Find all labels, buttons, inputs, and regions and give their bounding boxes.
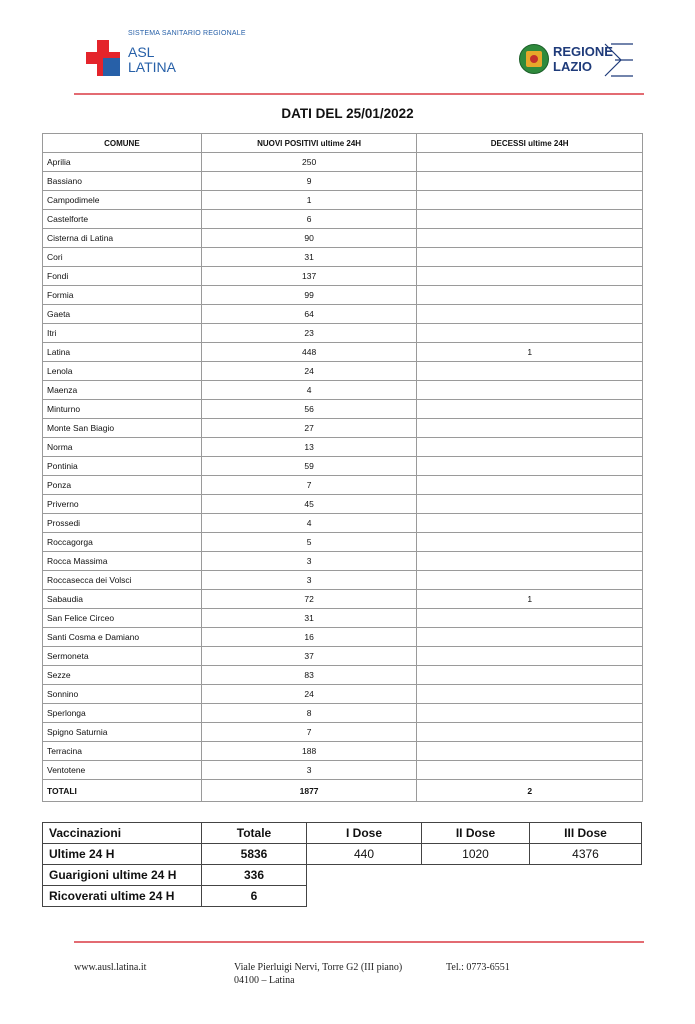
table-row: [43, 571, 643, 590]
cell-positivi: 45: [201, 495, 417, 514]
cell-comune: Rocca Massima: [43, 552, 202, 571]
cell-decessi: [417, 685, 643, 704]
cell-decessi: [417, 628, 643, 647]
cell-comune: Santi Cosma e Damiano: [43, 628, 202, 647]
table-row: [43, 438, 643, 457]
table-row: [43, 400, 643, 419]
cell-decessi: [417, 172, 643, 191]
cell-comune: Cori: [43, 248, 202, 267]
cell-positivi: 27: [201, 419, 417, 438]
table-row: [43, 609, 643, 628]
cell-positivi: 37: [201, 647, 417, 666]
cell-positivi: 7: [201, 723, 417, 742]
cell-comune: Gaeta: [43, 305, 202, 324]
ricoverati-row: [43, 886, 642, 907]
table-row: [43, 742, 643, 761]
ricoverati-value: 6: [202, 886, 307, 907]
cell-positivi: 3: [201, 552, 417, 571]
table-header-row: [43, 134, 643, 153]
cell-comune: Cisterna di Latina: [43, 229, 202, 248]
table-row: [43, 647, 643, 666]
vaccinazioni-table: [42, 822, 642, 907]
comuni-table: [42, 133, 643, 802]
cell-decessi: [417, 514, 643, 533]
table-row: [43, 362, 643, 381]
vacc-col-dose3: III Dose: [530, 823, 642, 844]
cell-positivi: 8: [201, 704, 417, 723]
cell-decessi: [417, 305, 643, 324]
totals-positivi: 1877: [201, 780, 417, 802]
vacc-col-totale: Totale: [202, 823, 307, 844]
totals-decessi: 2: [417, 780, 643, 802]
cell-positivi: 99: [201, 286, 417, 305]
table-row: [43, 704, 643, 723]
table-row: [43, 533, 643, 552]
cell-positivi: 4: [201, 514, 417, 533]
asl-cross-logo-icon: [86, 40, 120, 76]
cell-comune: Castelforte: [43, 210, 202, 229]
cell-positivi: 24: [201, 362, 417, 381]
table-row: [43, 495, 643, 514]
cell-comune: Sonnino: [43, 685, 202, 704]
cell-decessi: 1: [417, 590, 643, 609]
cell-decessi: [417, 666, 643, 685]
cell-positivi: 31: [201, 609, 417, 628]
vacc-values-row: [43, 844, 642, 865]
cell-decessi: [417, 153, 643, 172]
cell-decessi: [417, 210, 643, 229]
cell-comune: Prossedi: [43, 514, 202, 533]
cell-decessi: [417, 248, 643, 267]
footer-divider: [74, 941, 644, 943]
header-comune: COMUNE: [43, 134, 202, 153]
cell-positivi: 7: [201, 476, 417, 495]
footer-website[interactable]: www.ausl.latina.it: [74, 962, 147, 973]
guarigioni-row: [43, 865, 642, 886]
cell-comune: Minturno: [43, 400, 202, 419]
cell-positivi: 3: [201, 571, 417, 590]
cell-decessi: [417, 286, 643, 305]
cell-decessi: [417, 362, 643, 381]
cell-decessi: [417, 191, 643, 210]
cell-decessi: [417, 381, 643, 400]
header-nuovi-positivi: NUOVI POSITIVI ultime 24H: [201, 134, 417, 153]
cell-comune: Sperlonga: [43, 704, 202, 723]
ricoverati-label: Ricoverati ultime 24 H: [43, 886, 202, 907]
asl-line2: LATINA: [128, 59, 176, 75]
table-row: [43, 267, 643, 286]
vacc-col-dose1: I Dose: [307, 823, 422, 844]
cell-comune: Fondi: [43, 267, 202, 286]
cell-decessi: [417, 571, 643, 590]
cell-comune: Priverno: [43, 495, 202, 514]
page-header: [0, 0, 695, 96]
cell-decessi: [417, 552, 643, 571]
asl-line1: ASL: [128, 44, 155, 60]
table-body: [43, 153, 643, 780]
cell-comune: Sermoneta: [43, 647, 202, 666]
cell-positivi: 90: [201, 229, 417, 248]
cell-positivi: 137: [201, 267, 417, 286]
cell-comune: Sabaudia: [43, 590, 202, 609]
footer-address-line2: 04100 – Latina: [234, 975, 295, 986]
cell-decessi: [417, 533, 643, 552]
table-row: [43, 685, 643, 704]
cell-comune: Campodimele: [43, 191, 202, 210]
regione-line2: LAZIO: [553, 59, 592, 74]
table-row: [43, 666, 643, 685]
cell-decessi: [417, 438, 643, 457]
header-decessi: DECESSI ultime 24H: [417, 134, 643, 153]
cell-positivi: 16: [201, 628, 417, 647]
cell-decessi: [417, 495, 643, 514]
cell-comune: Spigno Saturnia: [43, 723, 202, 742]
table-row: [43, 153, 643, 172]
cell-comune: Monte San Biagio: [43, 419, 202, 438]
cell-decessi: [417, 761, 643, 780]
footer-phone: Tel.: 0773-6551: [446, 962, 510, 973]
cell-positivi: 250: [201, 153, 417, 172]
footer-address: [234, 961, 402, 987]
cell-comune: Ventotene: [43, 761, 202, 780]
cell-comune: Ponza: [43, 476, 202, 495]
regione-lazio-logotype: [553, 44, 613, 74]
cell-positivi: 188: [201, 742, 417, 761]
cell-decessi: [417, 457, 643, 476]
table-row: [43, 476, 643, 495]
cell-decessi: [417, 723, 643, 742]
regione-lazio-emblem-icon: [519, 44, 549, 74]
cell-comune: Maenza: [43, 381, 202, 400]
cell-positivi: 59: [201, 457, 417, 476]
cell-comune: Roccasecca dei Volsci: [43, 571, 202, 590]
cell-comune: San Felice Circeo: [43, 609, 202, 628]
guarigioni-value: 336: [202, 865, 307, 886]
cell-decessi: [417, 476, 643, 495]
cell-comune: Aprilia: [43, 153, 202, 172]
cell-decessi: [417, 704, 643, 723]
table-row: [43, 229, 643, 248]
cell-decessi: [417, 742, 643, 761]
cell-positivi: 3: [201, 761, 417, 780]
cell-positivi: 31: [201, 248, 417, 267]
vacc-dose2-value: 1020: [422, 844, 530, 865]
table-row: [43, 286, 643, 305]
table-row: [43, 590, 643, 609]
header-divider: [74, 93, 644, 95]
table-row: [43, 514, 643, 533]
cell-positivi: 5: [201, 533, 417, 552]
footer-address-line1: Viale Pierluigi Nervi, Torre G2 (III piano): [234, 962, 403, 973]
table-row: [43, 248, 643, 267]
vacc-header-row: [43, 823, 642, 844]
cell-positivi: 83: [201, 666, 417, 685]
sistema-sanitario-label: SISTEMA SANITARIO REGIONALE: [128, 30, 246, 37]
cell-comune: Pontinia: [43, 457, 202, 476]
cell-positivi: 56: [201, 400, 417, 419]
vacc-col-dose2: II Dose: [422, 823, 530, 844]
cell-decessi: [417, 267, 643, 286]
cell-positivi: 448: [201, 343, 417, 362]
table-row: [43, 381, 643, 400]
vacc-totale-value: 5836: [202, 844, 307, 865]
cell-decessi: [417, 229, 643, 248]
cell-positivi: 23: [201, 324, 417, 343]
cell-positivi: 9: [201, 172, 417, 191]
cell-comune: Norma: [43, 438, 202, 457]
table-row: [43, 343, 643, 362]
cell-comune: Bassiano: [43, 172, 202, 191]
table-row: [43, 305, 643, 324]
guarigioni-label: Guarigioni ultime 24 H: [43, 865, 202, 886]
cell-positivi: 64: [201, 305, 417, 324]
vacc-dose3-value: 4376: [530, 844, 642, 865]
table-row: [43, 628, 643, 647]
cell-comune: Roccagorga: [43, 533, 202, 552]
table-row: [43, 210, 643, 229]
totals-row: [43, 780, 643, 802]
cell-comune: Itri: [43, 324, 202, 343]
cell-positivi: 1: [201, 191, 417, 210]
table-row: [43, 172, 643, 191]
page-title: DATI DEL 25/01/2022: [281, 106, 414, 121]
cell-positivi: 13: [201, 438, 417, 457]
cell-comune: Terracina: [43, 742, 202, 761]
table-row: [43, 324, 643, 343]
asl-latina-logotype: [128, 45, 176, 75]
cell-comune: Latina: [43, 343, 202, 362]
vacc-dose1-value: 440: [307, 844, 422, 865]
vacc-ultime-label: Ultime 24 H: [43, 844, 202, 865]
totals-label: TOTALI: [43, 780, 202, 802]
table-row: [43, 761, 643, 780]
table-row: [43, 191, 643, 210]
cell-comune: Sezze: [43, 666, 202, 685]
table-row: [43, 723, 643, 742]
vacc-label: Vaccinazioni: [43, 823, 202, 844]
table-row: [43, 419, 643, 438]
regione-line1: REGIONE: [553, 44, 613, 59]
cell-decessi: [417, 400, 643, 419]
cell-positivi: 24: [201, 685, 417, 704]
cell-decessi: [417, 647, 643, 666]
cell-positivi: 4: [201, 381, 417, 400]
cell-positivi: 72: [201, 590, 417, 609]
cell-comune: Lenola: [43, 362, 202, 381]
table-row: [43, 552, 643, 571]
cell-positivi: 6: [201, 210, 417, 229]
cell-decessi: [417, 609, 643, 628]
cell-decessi: [417, 324, 643, 343]
cell-decessi: 1: [417, 343, 643, 362]
table-row: [43, 457, 643, 476]
cell-comune: Formia: [43, 286, 202, 305]
cell-decessi: [417, 419, 643, 438]
